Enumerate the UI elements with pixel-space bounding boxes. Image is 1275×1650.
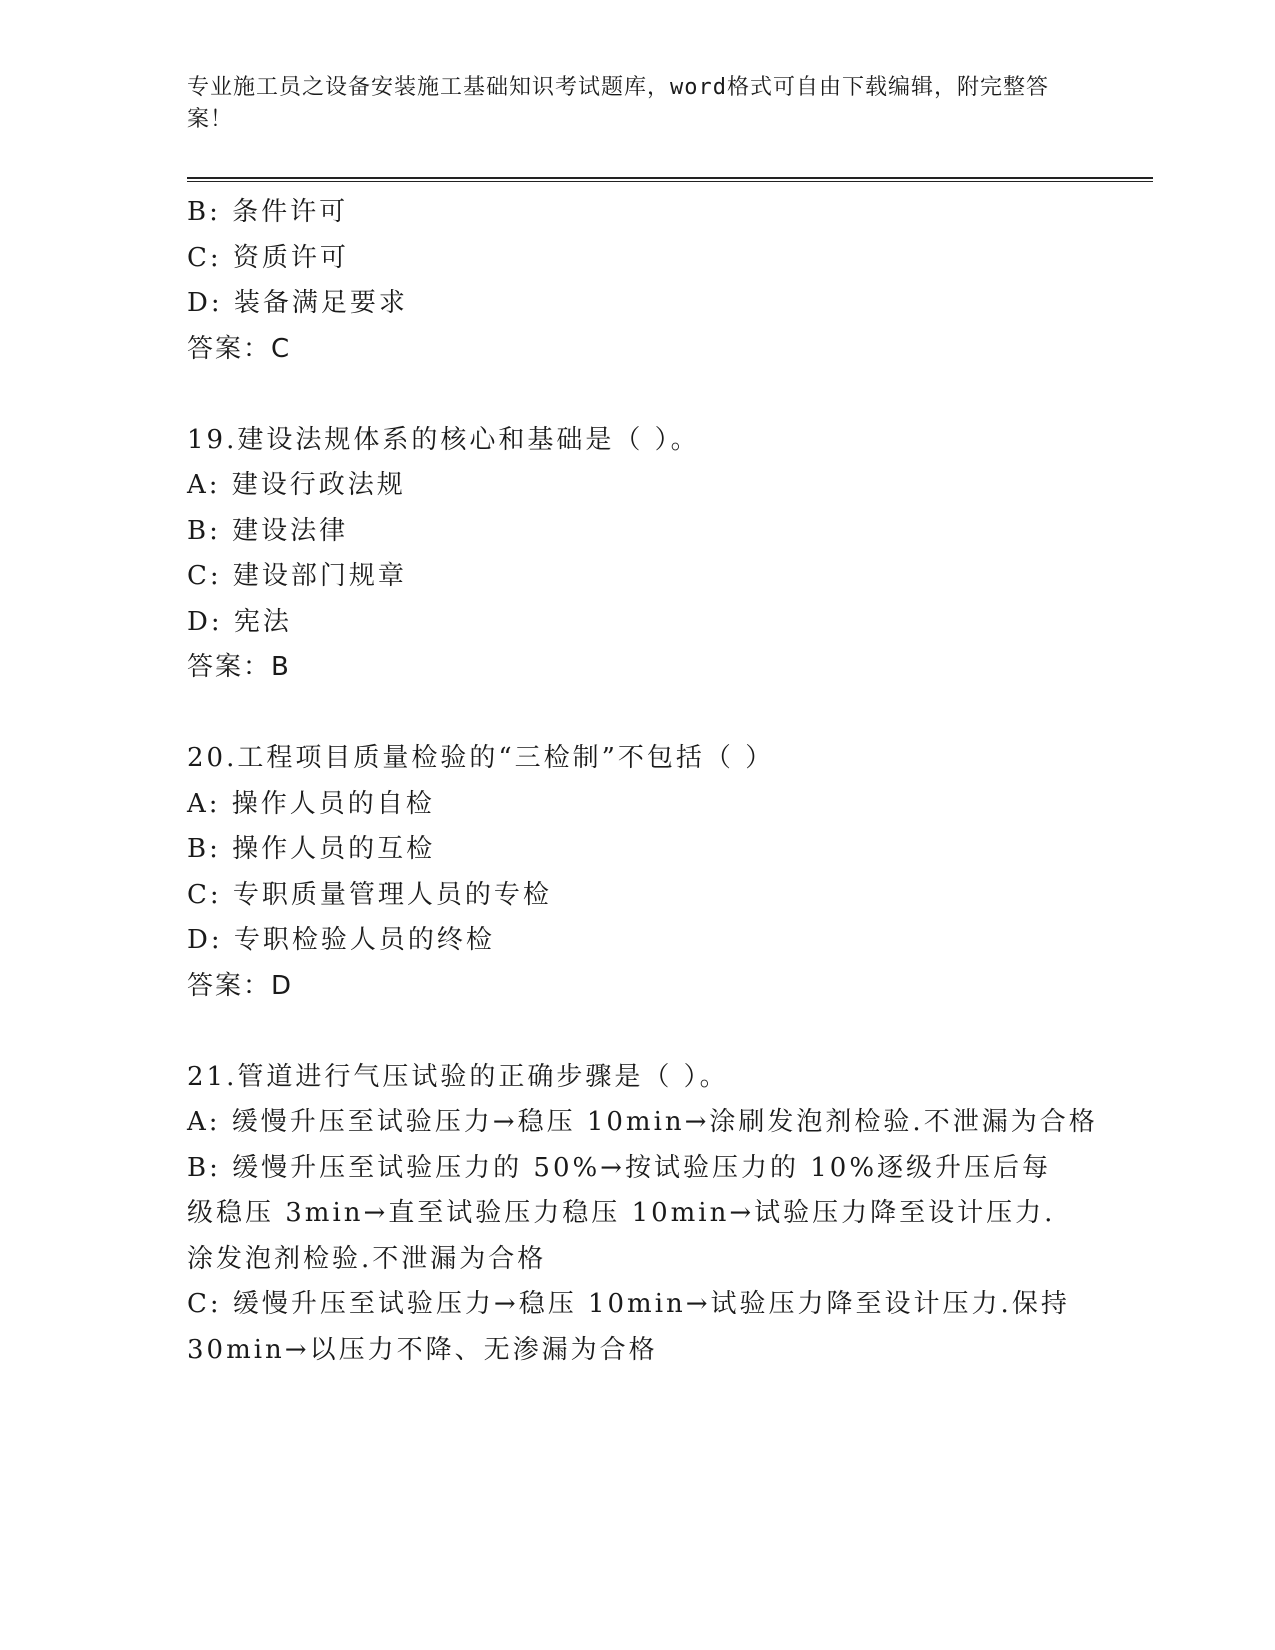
option-b: B: 操作人员的互检 <box>187 834 436 864</box>
question-stem: 20.工程项目质量检验的“三检制”不包括（ ） <box>187 743 775 773</box>
option-a: A: 建设行政法规 <box>187 470 406 500</box>
option-d: D: 装备满足要求 <box>187 288 408 318</box>
answer: 答案：D <box>187 970 294 1001</box>
question-stem: 21.管道进行气压试验的正确步骤是（ ）。 <box>187 1061 729 1092</box>
document-header: 专业施工员之设备安装施工基础知识考试题库，word格式可自由下载编辑，附完整答案！ <box>187 75 1049 132</box>
option-c: C: 缓慢升压至试验压力→稳压 10min→试验压力降至设计压力.保持 30min→以压力不降、无渗漏为合格 <box>187 1289 1070 1365</box>
option-d: D: 专职检验人员的终检 <box>187 925 495 955</box>
option-c: C: 资质许可 <box>187 242 349 273</box>
spacer <box>187 691 1087 737</box>
question-18 <box>187 190 1087 372</box>
option-b: B: 缓慢升压至试验压力的 50%→按试验压力的 10%逐级升压后每级稳压 3min→直至试验压力稳压 10min→试验压力降至设计压力.涂发泡剂检验.不泄漏为合格 <box>187 1152 1056 1274</box>
answer: 答案：B <box>187 652 291 682</box>
question-21 <box>187 1055 1098 1374</box>
spacer <box>187 372 1087 418</box>
option-a: A: 缓慢升压至试验压力→稳压 10min→涂刷发泡剂检验.不泄漏为合格 <box>187 1107 1098 1137</box>
option-a: A: 操作人员的自检 <box>187 788 435 819</box>
option-b: B: 建设法律 <box>187 515 349 546</box>
option-c: C: 建设部门规章 <box>187 561 407 591</box>
header-divider-thick <box>187 177 1153 179</box>
answer: 答案：C <box>187 333 292 364</box>
option-c: C: 专职质量管理人员的专检 <box>187 879 552 910</box>
question-stem: 19.建设法规体系的核心和基础是（ ）。 <box>187 424 700 455</box>
option-b: B: 条件许可 <box>187 197 349 227</box>
header-divider-thin <box>187 181 1153 182</box>
question-20 <box>187 736 1087 1009</box>
spacer <box>187 1009 1087 1055</box>
question-list <box>187 190 1098 1373</box>
option-d: D: 宪法 <box>187 606 292 637</box>
question-19 <box>187 418 1087 691</box>
